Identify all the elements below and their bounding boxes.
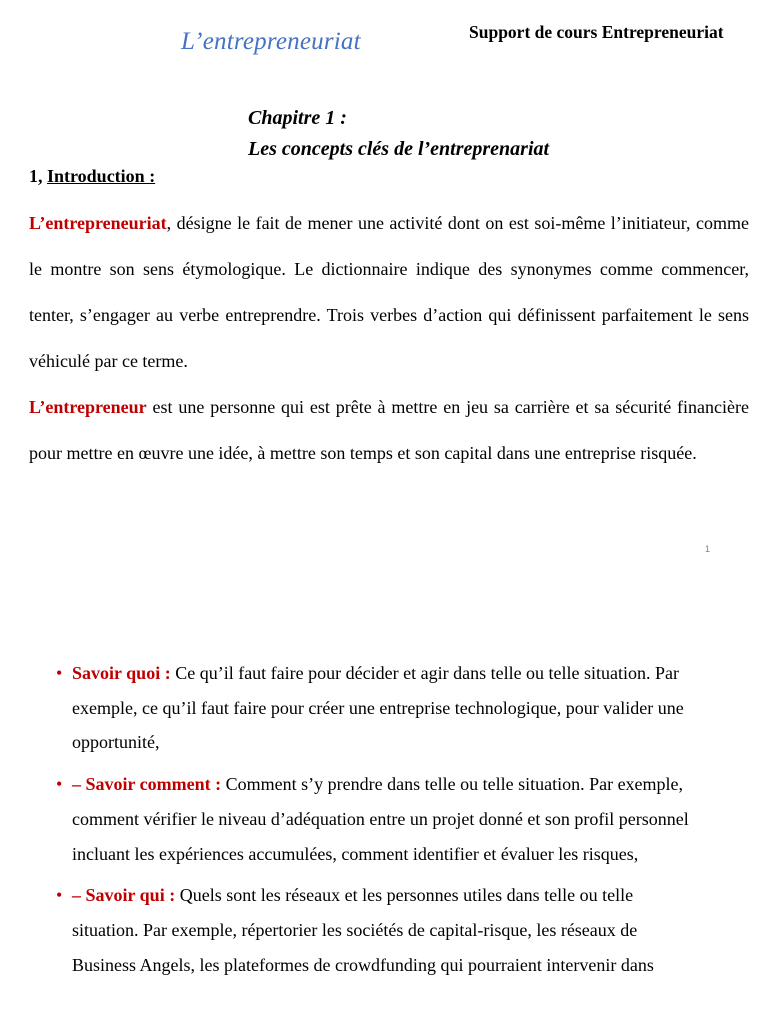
document-title: L’entrepreneuriat xyxy=(181,28,361,55)
term-entrepreneur: L’entrepreneur xyxy=(29,397,147,417)
course-header-label: Support de cours Entrepreneuriat xyxy=(469,22,724,42)
savoir-bullet-list xyxy=(56,656,696,989)
paragraph-entrepreneuriat xyxy=(29,200,749,384)
bullet-text: Ce qu’il faut faire pour décider et agir dans telle ou telle situation. Par exemple, ce qu’il faut faire pour créer une entreprise technologique, pour valider une opportunité, xyxy=(72,663,684,753)
bullet-term: – Savoir comment : xyxy=(72,774,222,795)
section-number: 1, xyxy=(29,166,43,186)
paragraph-text: est une personne qui est prête à mettre en jeu sa carrière et sa sécurité financière pour mettre en œuvre une idée, à mettre son temps et son capital dans une entreprise risquée. xyxy=(29,397,749,463)
term-entrepreneuriat: L’entrepreneuriat xyxy=(29,213,167,233)
list-item xyxy=(56,767,696,871)
bullet-icon: • xyxy=(56,774,63,795)
list-item xyxy=(56,656,696,760)
list-item xyxy=(56,878,696,982)
bullet-icon: • xyxy=(56,885,63,906)
chapter-number: Chapitre 1 : xyxy=(248,107,347,129)
chapter-subtitle: Les concepts clés de l’entreprenariat xyxy=(248,138,550,160)
section-title: Introduction : xyxy=(47,166,156,186)
paragraph-entrepreneur xyxy=(29,384,749,476)
bullet-icon: • xyxy=(56,663,63,683)
bullet-term: – Savoir qui : xyxy=(72,885,176,906)
paragraph-text: , désigne le fait de mener une activité dont on est soi-même l’initiateur, comme le montre son sens étymologique. Le dictionnaire indique des synonymes comme commencer, tenter, s’engager au verbe entreprendre. Trois verbes d’action qui définissent parfaitement le sens véhiculé par ce terme. xyxy=(29,213,749,371)
document-page-2 xyxy=(0,600,768,1024)
page-number: 1 xyxy=(705,544,711,554)
section-heading xyxy=(29,166,155,187)
bullet-term: Savoir quoi : xyxy=(72,663,171,683)
bullet-text: Comment s’y prendre dans telle ou telle situation. Par exemple, comment vérifier le niveau d’adéquation entre un projet donné et son profil personnel incluant les expériences accumulées, comment identifier et évaluer les risques, xyxy=(72,774,689,864)
bullet-text: Quels sont les réseaux et les personnes utiles dans telle ou telle situation. Par exemple, répertorier les sociétés de capital-risque, les réseaux de Business Angels, les plateformes de crowdfunding qui pourraient intervenir dans xyxy=(72,885,654,975)
